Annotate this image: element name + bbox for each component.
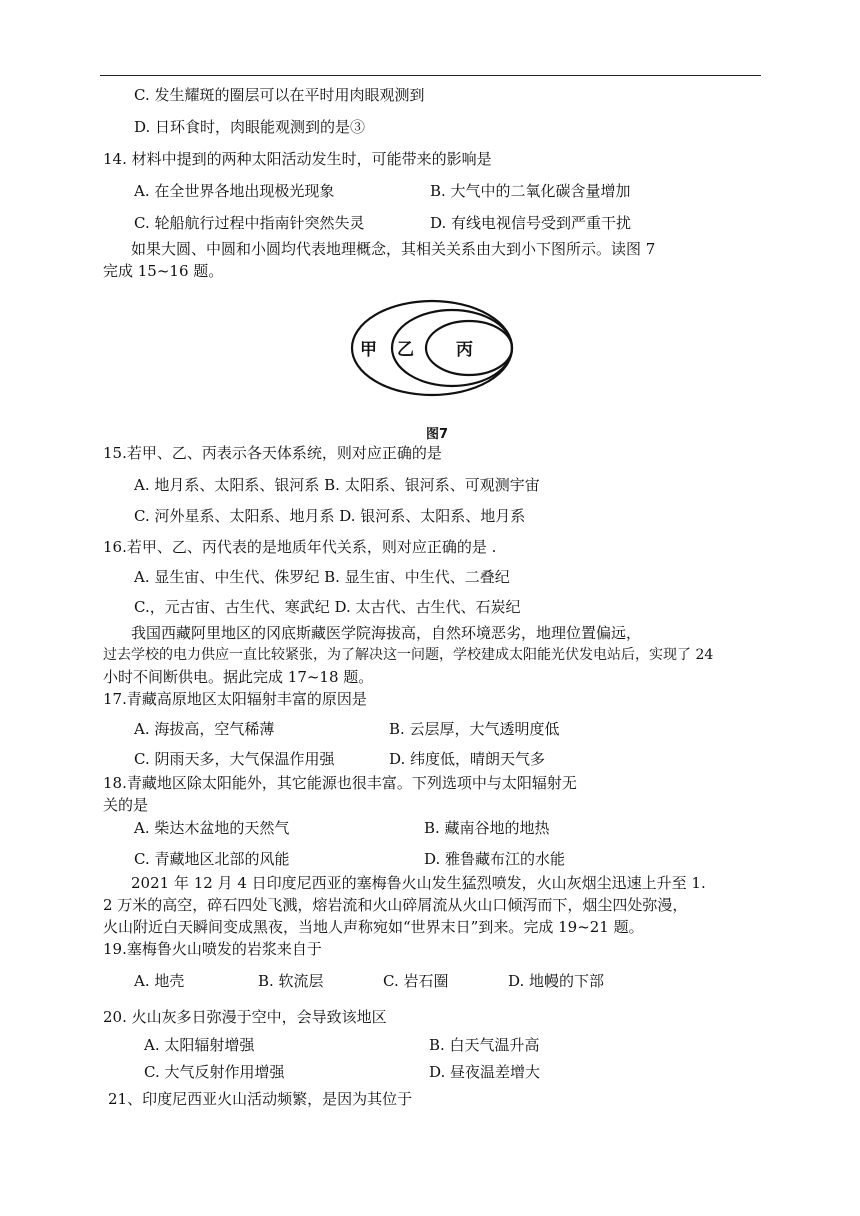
question-18-line2: 关的是	[103, 796, 149, 814]
option-14c: C. 轮船航行过程中指南针突然失灵	[134, 214, 365, 232]
label-bing: 丙	[456, 340, 473, 360]
option-20a: A. 太阳辐射增强	[144, 1036, 255, 1054]
question-14: 14. 材料中提到的两种太阳活动发生时，可能带来的影响是	[103, 150, 492, 168]
option-19d: D. 地幔的下部	[508, 972, 605, 990]
label-jia: 甲	[360, 340, 377, 360]
option-18a: A. 柴达木盆地的天然气	[134, 819, 290, 837]
option-20c: C. 大气反射作用增强	[144, 1063, 285, 1081]
options-16cd: C.，元古宙、古生代、寒武纪 D. 太古代、古生代、石炭纪	[134, 598, 521, 616]
question-15: 15.若甲、乙、丙表示各天体系统，则对应正确的是	[103, 444, 442, 462]
intro-15-16-line2: 完成 15~16 题。	[103, 262, 224, 280]
option-18d: D. 雅鲁藏布江的水能	[424, 850, 566, 868]
question-19: 19.塞梅鲁火山喷发的岩浆来自于	[103, 940, 322, 958]
option-17c: C. 阴雨天多，大气保温作用强	[134, 750, 335, 768]
option-19c: C. 岩石圈	[383, 972, 449, 990]
label-yi: 乙	[397, 340, 414, 360]
option-17a: A. 海拔高，空气稀薄	[134, 720, 275, 738]
question-18-line1: 18.青藏地区除太阳能外，其它能源也很丰富。下列选项中与太阳辐射无	[103, 774, 577, 792]
option-17d: D. 纬度低，晴朗天气多	[389, 750, 546, 768]
passage-17-18-line1: 我国西藏阿里地区的冈底斯藏医学院海拔高，自然环境恶劣，地理位置偏远，	[131, 624, 642, 642]
intro-15-16-line1: 如果大圆、中圆和小圆均代表地理概念，其相关关系由大到小下图所示。读图 7	[131, 240, 656, 258]
option-18c: C. 青藏地区北部的风能	[134, 850, 290, 868]
header-rule	[100, 75, 761, 76]
options-15cd: C. 河外星系、太阳系、地月系 D. 银河系、太阳系、地月系	[134, 507, 526, 525]
question-17: 17.青藏高原地区太阳辐射丰富的原因是	[103, 690, 367, 708]
option-19a: A. 地壳	[134, 972, 185, 990]
options-16ab: A. 显生宙、中生代、侏罗纪 B. 显生宙、中生代、二叠纪	[134, 568, 510, 586]
figure-caption: 图7	[426, 427, 449, 442]
passage-17-18-line2: 过去学校的电力供应一直比较紧张，为了解决这一问题，学校建成太阳能光伏发电站后，实现了 24	[103, 647, 714, 663]
question-16: 16.若甲、乙、丙代表的是地质年代关系，则对应正确的是 .	[103, 538, 497, 556]
option-19b: B. 软流层	[258, 972, 324, 990]
option-14b: B. 大气中的二氧化碳含量增加	[430, 182, 631, 200]
options-15ab: A. 地月系、太阳系、银河系 B. 太阳系、银河系、可观测宇宙	[134, 476, 540, 494]
question-20: 20. 火山灰多日弥漫于空中，会导致该地区	[103, 1008, 387, 1026]
passage-19-21-line2: 2 万米的高空，碎石四处飞溅，熔岩流和火山碎屑流从火山口倾泻而下，烟尘四处弥漫，	[103, 896, 688, 914]
option-13d: D. 日环食时，肉眼能观测到的是③	[134, 118, 366, 136]
passage-19-21-line1: 2021 年 12 月 4 日印度尼西亚的塞梅鲁火山发生猛烈喷发，火山灰烟尘迅速上升至 1.	[131, 874, 706, 892]
option-17b: B. 云层厚，大气透明度低	[389, 720, 560, 738]
option-20d: D. 昼夜温差增大	[429, 1063, 541, 1081]
passage-17-18-line3: 小时不间断供电。据此完成 17~18 题。	[103, 668, 374, 686]
figure-7	[348, 298, 520, 444]
passage-19-21-line3: 火山附近白天瞬间变成黑夜，当地人声称宛如“世界末日”到来。完成 19~21 题。	[103, 918, 644, 936]
option-20b: B. 白天气温升高	[429, 1036, 540, 1054]
option-14d: D. 有线电视信号受到严重干扰	[430, 214, 632, 232]
option-13c: C. 发生耀斑的圈层可以在平时用肉眼观测到	[134, 86, 425, 104]
option-18b: B. 藏南谷地的地热	[424, 819, 550, 837]
question-21: 21、印度尼西亚火山活动频繁，是因为其位于	[108, 1090, 413, 1108]
option-14a: A. 在全世界各地出现极光现象	[134, 182, 335, 200]
